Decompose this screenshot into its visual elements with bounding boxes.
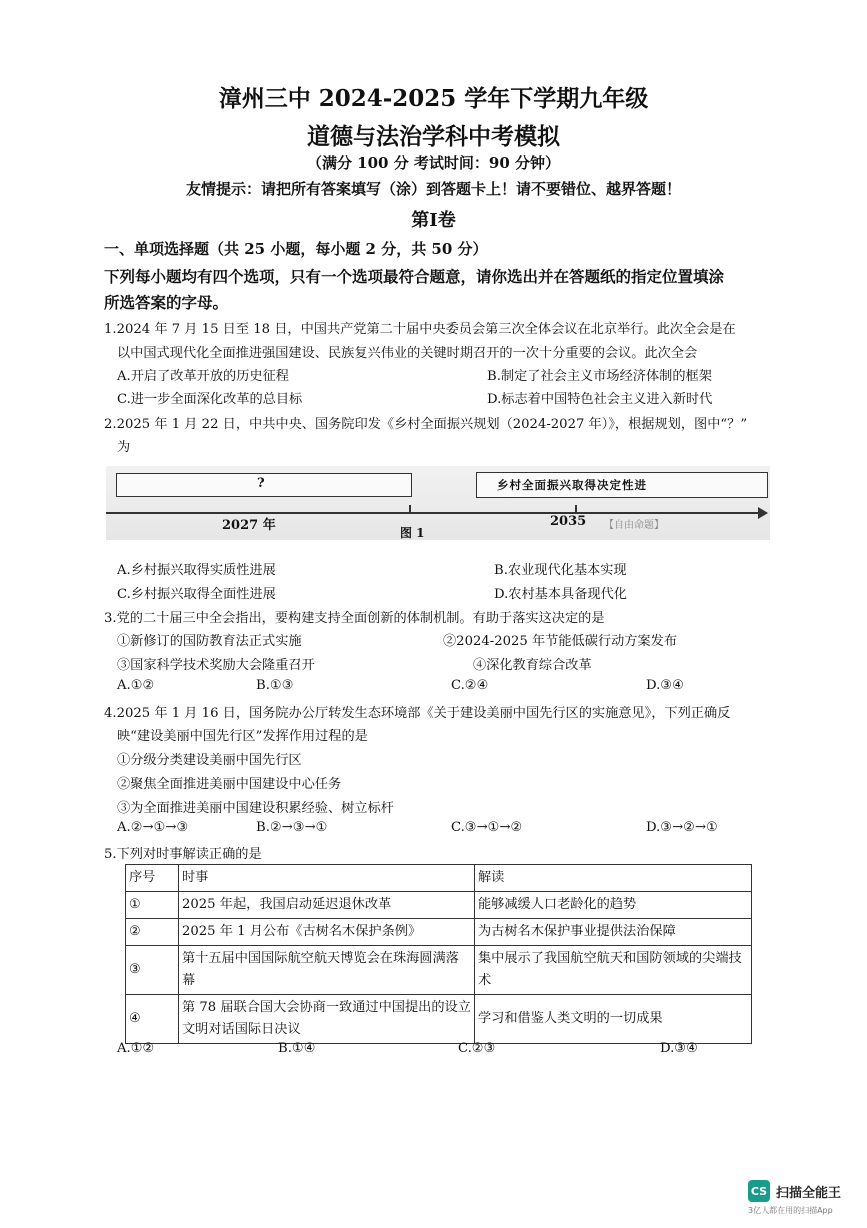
table-cell-reading: 学习和借鉴人类文明的一切成果 [475, 995, 752, 1044]
timeline-box-2027 [116, 473, 412, 497]
table-cell-no: ③ [126, 946, 179, 995]
camscanner-icon: CS [748, 1180, 770, 1202]
section-heading: 一、单项选择题（共 25 小题，每小题 2 分，共 50 分） [104, 240, 488, 258]
table-header-row [126, 865, 752, 892]
timeline-arrow-icon [758, 507, 768, 519]
q1-stem-line1: 1.2024 年 7 月 15 日至 18 日，中国共产党第二十届中央委员会第三次全体会议在北京举行。此次全会是在 [104, 322, 736, 337]
q3-stem: 3.党的二十届三中全会指出，要构建支持全面创新的体制机制。有助于落实这决定的是 [104, 611, 605, 626]
figure-caption: 图 1 [400, 526, 425, 540]
q4-option-b: B.②→③→① [256, 820, 328, 835]
q3-item-2: ②2024-2025 年节能低碳行动方案发布 [443, 634, 678, 649]
q4-stem-line2: 映“建设美丽中国先行区”发挥作用过程的是 [117, 729, 368, 744]
q3-option-b: B.①③ [256, 678, 294, 693]
q1-option-a: A.开启了改革开放的历史征程 [117, 369, 289, 384]
q5-option-d: D.③④ [660, 1041, 698, 1056]
q4-option-c: C.③→①→② [451, 820, 523, 835]
timeline-year-2035: 2035 [550, 514, 587, 529]
table-cell-reading: 能够减缓人口老龄化的趋势 [475, 892, 752, 919]
q2-option-d: D.农村基本具备现代化 [494, 587, 627, 602]
table-cell-no: ② [126, 919, 179, 946]
timeline-year-2027: 2027 年 [222, 518, 276, 533]
q1-option-d: D.标志着中国特色社会主义进入新时代 [487, 392, 713, 407]
figure-corner-stamp: 【自由命题】 [604, 520, 664, 531]
section-instruction-line2: 所选答案的字母。 [104, 293, 229, 312]
q4-item-1: ①分级分类建设美丽中国先行区 [117, 753, 302, 768]
q5-option-b: B.①④ [278, 1041, 316, 1056]
timeline-tick-2027 [409, 505, 411, 514]
q5-stem: 5.下列对时事解读正确的是 [104, 847, 262, 862]
table-cell-event: 2025 年 1 月公布《古树名木保护条例》 [179, 919, 475, 946]
q4-item-3: ③为全面推进美丽中国建设积累经验、树立标杆 [117, 801, 394, 816]
exam-title: 漳州三中 2024-2025 学年下学期九年级 [218, 85, 649, 112]
q1-option-c: C.进一步全面深化改革的总目标 [117, 392, 303, 407]
timeline-box-2035 [476, 472, 768, 498]
timeline-figure [106, 466, 770, 540]
q2-option-a: A.乡村振兴取得实质性进展 [117, 563, 276, 578]
table-row [126, 995, 752, 1044]
q5-option-c: C.②③ [458, 1041, 496, 1056]
q3-option-d: D.③④ [646, 678, 684, 693]
timeline-axis [106, 512, 764, 514]
timeline-box-2035-label: 乡村全面振兴取得决定性进 [497, 478, 647, 492]
section-instruction-line1: 下列每小题均有四个选项，只有一个选项最符合题意，请你选出并在答题纸的指定位置填涂 [104, 267, 725, 286]
table-cell-reading: 为古树名木保护事业提供法治保障 [475, 919, 752, 946]
q1-stem-line2: 以中国式现代化全面推进强国建设、民族复兴伟业的关键时期召开的一次十分重要的会议。此次全会 [117, 346, 698, 361]
table-header-event: 时事 [179, 865, 475, 892]
q4-option-d: D.③→②→① [646, 820, 718, 835]
q4-option-a: A.②→①→③ [117, 820, 189, 835]
table-row [126, 919, 752, 946]
scanner-logo [748, 1180, 841, 1202]
volume-label: 第Ⅰ卷 [411, 210, 456, 231]
table-cell-no: ① [126, 892, 179, 919]
table-cell-event: 第 78 届联合国大会协商一致通过中国提出的设立文明对话国际日决议 [179, 995, 475, 1044]
q3-item-1: ①新修订的国防教育法正式实施 [117, 634, 302, 649]
timeline-question-mark: ? [257, 476, 265, 491]
table-header-no: 序号 [126, 865, 179, 892]
q2-option-c: C.乡村振兴取得全面性进展 [117, 587, 276, 602]
q3-item-3: ③国家科学技术奖励大会隆重召开 [117, 658, 315, 673]
q2-stem-line1: 2.2025 年 1 月 22 日，中共中央、国务院印发《乡村全面振兴规划（2024-2027 年）》，根据规划，图中“？” [104, 417, 748, 432]
table-cell-reading: 集中展示了我国航空航天和国防领域的尖端技术 [475, 946, 752, 995]
scanner-tagline: 3亿人都在用的扫描App [748, 1206, 833, 1215]
timeline-tick-2035 [575, 505, 577, 514]
q4-item-2: ②聚焦全面推进美丽中国建设中心任务 [117, 777, 342, 792]
table-cell-no: ④ [126, 995, 179, 1044]
q3-option-a: A.①② [117, 678, 155, 693]
table-cell-event: 2025 年起，我国启动延迟退休改革 [179, 892, 475, 919]
q3-item-4: ④深化教育综合改革 [473, 658, 592, 673]
table-header-reading: 解读 [475, 865, 752, 892]
q2-stem-line2: 为 [117, 440, 131, 455]
q3-option-c: C.②④ [451, 678, 489, 693]
q4-stem-line1: 4.2025 年 1 月 16 日，国务院办公厅转发生态环境部《关于建设美丽中国先行区的实施意见》，下列正确反 [104, 706, 731, 721]
q5-option-a: A.①② [117, 1041, 155, 1056]
q1-option-b: B.制定了社会主义市场经济体制的框架 [487, 369, 712, 384]
table-row [126, 946, 752, 995]
events-table [125, 864, 752, 1044]
table-cell-event: 第十五届中国国际航空航天博览会在珠海圆满落幕 [179, 946, 475, 995]
exam-hint: 友情提示：请把所有答案填写（涂）到答题卡上！请不要错位、越界答题！ [185, 180, 681, 198]
exam-score-time: （满分 100 分 考试时间：90 分钟） [306, 154, 561, 172]
table-row [126, 892, 752, 919]
scanner-app-name: 扫描全能王 [776, 1185, 842, 1201]
q2-option-b: B.农业现代化基本实现 [494, 563, 627, 578]
exam-subject-title: 道德与法治学科中考模拟 [307, 123, 560, 150]
